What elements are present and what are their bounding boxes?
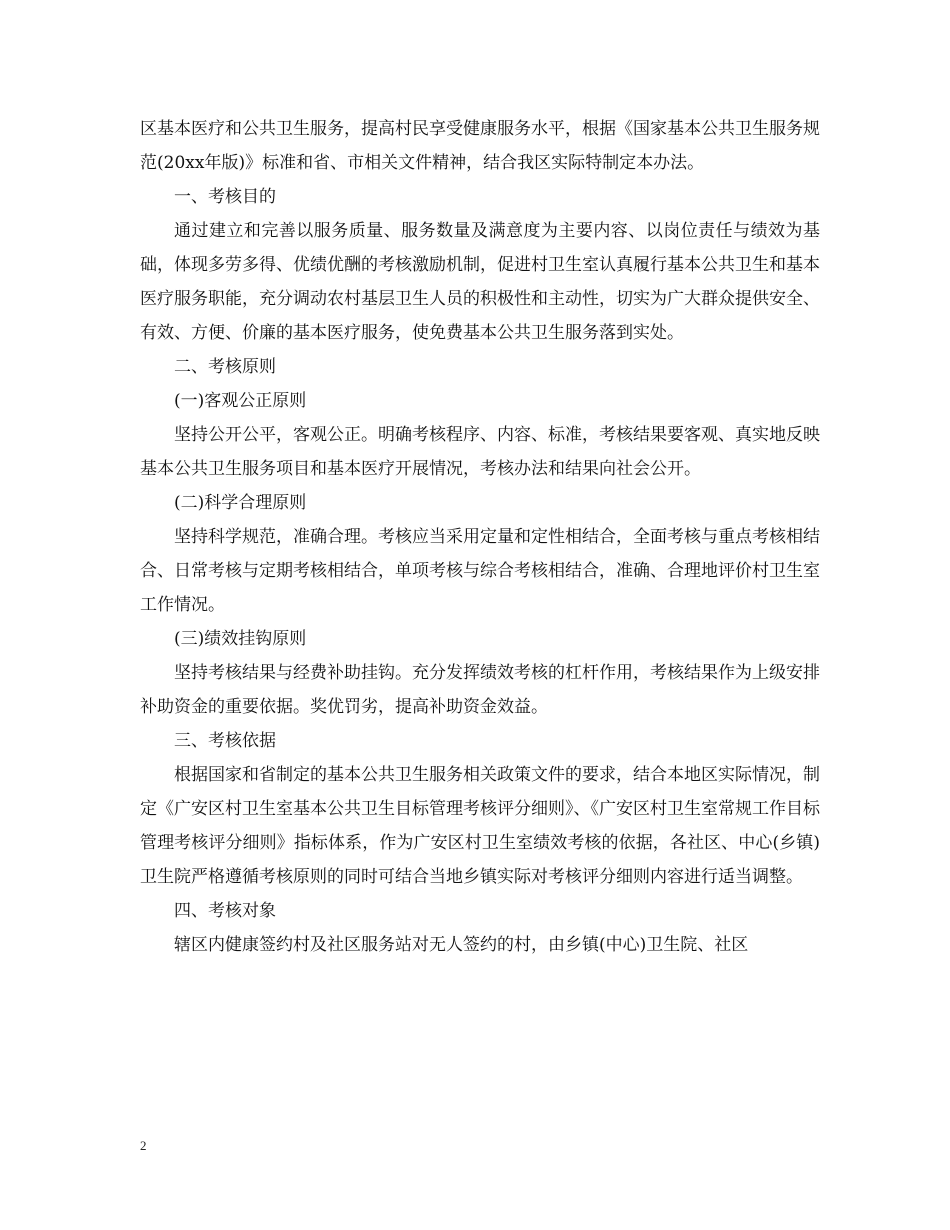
paragraph-assessment-targets: 辖区内健康签约村及社区服务站对无人签约的村，由乡镇(中心)卫生院、社区 bbox=[174, 935, 749, 955]
heading-assessment-purpose: 一、考核目的 bbox=[174, 187, 276, 207]
heading-assessment-targets: 四、考核对象 bbox=[174, 901, 276, 921]
paragraph-objective-fair: 坚持公开公平，客观公正。明确考核程序、内容、标准，考核结果要客观、真实地反映基本公共卫生服务项目和基本医疗开展情况，考核办法和结果向社会公开。 bbox=[140, 425, 820, 479]
document-body bbox=[140, 112, 820, 962]
page-number: 2 bbox=[140, 1138, 147, 1153]
subheading-scientific-reasonable: (二)科学合理原则 bbox=[174, 493, 307, 513]
paragraph-performance-linked: 坚持考核结果与经费补助挂钩。充分发挥绩效考核的杠杆作用，考核结果作为上级安排补助资金的重要依据。奖优罚劣，提高补助资金效益。 bbox=[140, 663, 820, 717]
heading-assessment-basis: 三、考核依据 bbox=[174, 731, 276, 751]
subheading-performance-linked: (三)绩效挂钩原则 bbox=[174, 629, 307, 649]
paragraph-scientific-reasonable: 坚持科学规范，准确合理。考核应当采用定量和定性相结合，全面考核与重点考核相结合、日常考核与定期考核相结合，单项考核与综合考核相结合，准确、合理地评价村卫生室工作情况。 bbox=[140, 527, 820, 615]
paragraph-assessment-basis: 根据国家和省制定的基本公共卫生服务相关政策文件的要求，结合本地区实际情况，制定《广安区村卫生室基本公共卫生目标管理考核评分细则》、《广安区村卫生室常规工作目标管理考核评分细则》指标体系，作为广安区村卫生室绩效考核的依据，各社区、中心(乡镇)卫生院严格遵循考核原则的同时可结合当地乡镇实际对考核评分细则内容进行适当调整。 bbox=[140, 765, 820, 887]
subheading-objective-fair: (一)客观公正原则 bbox=[174, 391, 307, 411]
paragraph-intro-continuation: 区基本医疗和公共卫生服务，提高村民享受健康服务水平，根据《国家基本公共卫生服务规范(20xx年版)》标准和省、市相关文件精神，结合我区实际特制定本办法。 bbox=[140, 119, 820, 173]
heading-assessment-principles: 二、考核原则 bbox=[174, 357, 276, 377]
paragraph-assessment-purpose: 通过建立和完善以服务质量、服务数量及满意度为主要内容、以岗位责任与绩效为基础，体现多劳多得、优绩优酬的考核激励机制，促进村卫生室认真履行基本公共卫生和基本医疗服务职能，充分调动农村基层卫生人员的积极性和主动性，切实为广大群众提供安全、有效、方便、价廉的基本医疗服务，使免费基本公共卫生服务落到实处。 bbox=[140, 221, 820, 343]
